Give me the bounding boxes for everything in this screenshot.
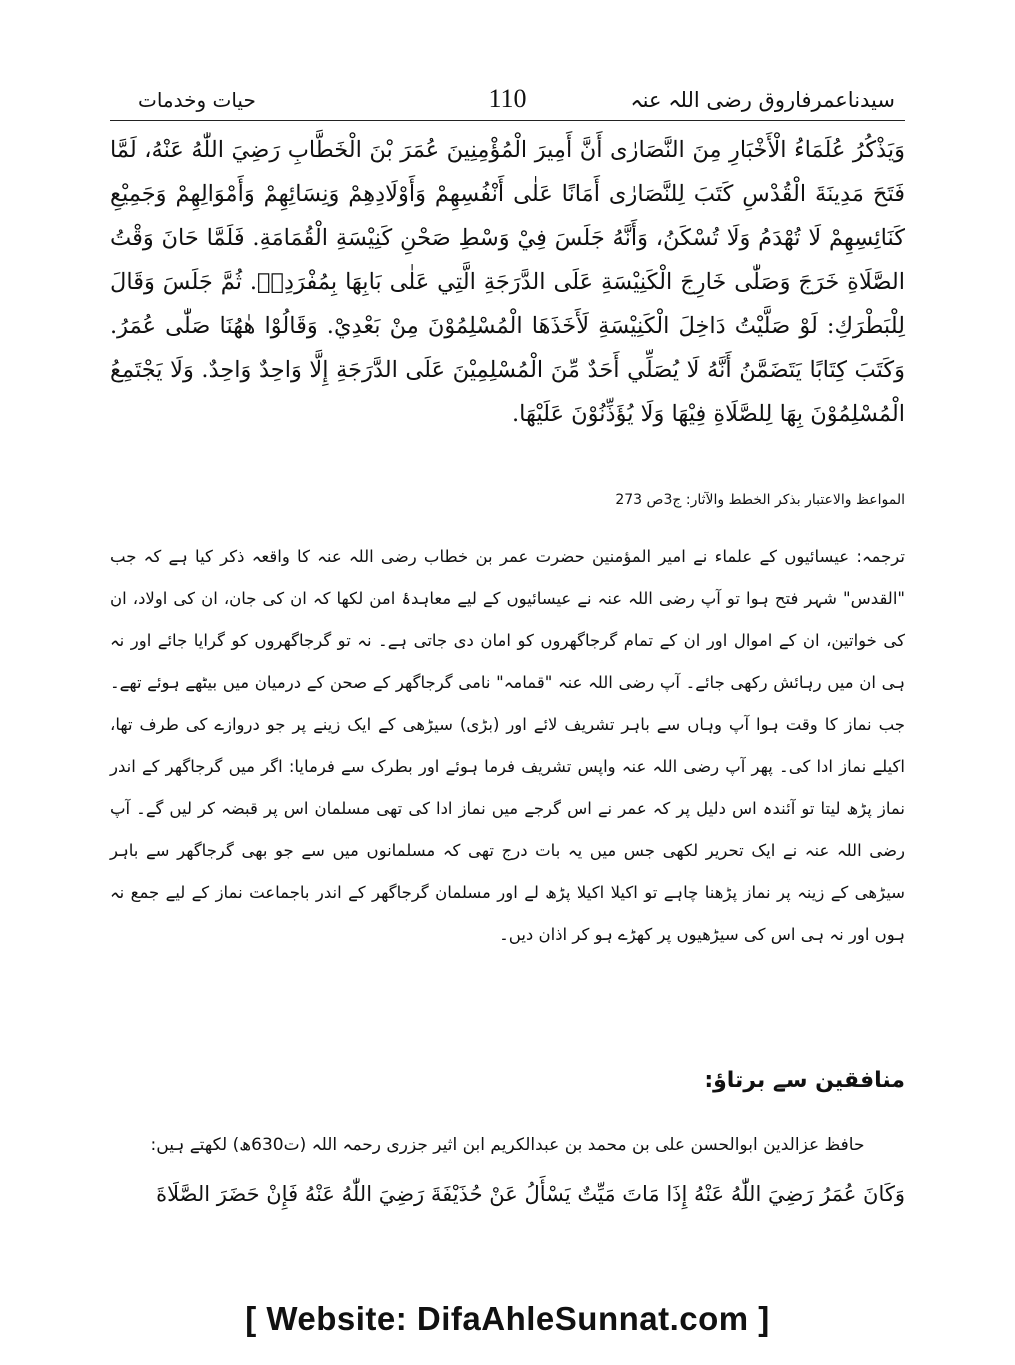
arabic-quote: وَكَانَ عُمَرُ رَضِيَ اللّٰهُ عَنْهُ إِذَا مَاتَ مَيِّتٌ يَسْأَلُ عَنْ حُذَيْفَةَ رَضِيَ اللّٰهُ عَنْهُ فَإِنْ حَضَرَ الصَّلَاةَ (156, 1182, 905, 1206)
chapter-title: سیدناعمرفاروق رضی اللہ عنہ (630, 88, 895, 112)
website-footer: [ Website: DifaAhleSunnat.com ] (245, 1300, 770, 1337)
quote-introduction: حافظ عزالدین ابوالحسن علی بن محمد بن عبدالکریم ابن اثیر جزری رحمہ اللہ (ت630ھ) لکھتے ہیں: (150, 1135, 865, 1155)
page-header (110, 80, 905, 120)
section-heading: منافقین سے برتاؤ: (704, 1068, 905, 1093)
urdu-translation: ترجمہ: عیسائیوں کے علماء نے امیر المؤمنین حضرت عمر بن خطاب رضی اللہ عنہ کا واقعہ ذکر کیا ہے کہ جب "القدس" شہر فتح ہوا تو آپ رضی اللہ عنہ نے عیسائیوں کے لیے معاہدۂ امن لکھا کہ ان کی جان، ان کی اولاد، ان کی خواتین، ان کے اموال اور ان کے تمام گرجاگھروں کو امان دی جاتی ہے۔ نہ تو گرجاگھروں کو گرایا جائے اور نہ ہی ان میں رہائش رکھی جائے۔ آپ رضی اللہ عنہ "قمامہ" نامی گرجاگھر کے صحن کے درمیان میں بیٹھے ہوئے تھے۔ جب نماز کا وقت ہوا آپ وہاں سے باہر تشریف لائے اور (بڑی) سیڑھی کے ایک زینے پر جو دروازے کی طرف تھا، اکیلے نماز ادا کی۔ پھر آپ رضی اللہ عنہ واپس تشریف فرما ہوئے اور بطرک سے فرمایا: اگر میں گرجاگھر کے اندر نماز پڑھ لیتا تو آئندہ اس دلیل پر کہ عمر نے اس گرجے میں نماز ادا کی تھی مسلمان اس پر قبضہ کر لیں گے۔ آپ رضی اللہ عنہ نے ایک تحریر لکھی جس میں یہ بات درج تھی کہ مسلمانوں میں سے جو بھی گرجاگھر سے باہر سیڑھی کے زینہ پر نماز پڑھنا چاہے تو اکیلا اکیلا پڑھ لے اور مسلمان گرجاگھر کے اندر باجماعت نماز کے لیے جمع نہ ہوں اور نہ ہی اس کی سیڑھیوں پر کھڑے ہو کر اذان دیں۔ (110, 547, 905, 944)
arabic-passage: وَيَذْكُرُ عُلَمَاءُ الْأَخْبَارِ مِنَ النَّصَارٰى أَنَّ أَمِيرَ الْمُؤْمِنِينَ عُمَرَ بْنَ الْخَطَّابِ رَضِيَ اللّٰهُ عَنْهُ، لَمَّا فَتَحَ مَدِينَةَ الْقُدْسِ كَتَبَ لِلنَّصَارٰى أَمَانًا عَلٰى أَنْفُسِهِمْ وَأَوْلَادِهِمْ وَنِسَائِهِمْ وَأَمْوَالِهِمْ وَجَمِيْعِ كَنَائِسِهِمْ لَا تُهْدَمُ وَلَا تُسْكَنُ، وَأَنَّهُ جَلَسَ فِيْ وَسْطِ صَحْنِ كَنِيْسَةِ الْقُمَامَةِ. فَلَمَّا حَانَ وَقْتُ الصَّلَاةِ خَرَجَ وَصَلّٰى خَارِجَ الْكَنِيْسَةِ عَلَى الدَّرَجَةِ الَّتِي عَلٰى بَابِهَا بِمُفْرَدِهٖ. ثُمَّ جَلَسَ وَقَالَ لِلْبَطْرَكِ: لَوْ صَلَّيْتُ دَاخِلَ الْكَنِيْسَةِ لَأَخَذَهَا الْمُسْلِمُوْنَ مِنْ بَعْدِيْ. وَقَالُوْا هٰهُنَا صَلّٰى عُمَرُ. وَكَتَبَ كِتَابًا يَتَضَمَّنُ أَنَّهُ لَا يُصَلِّي أَحَدٌ مِّنَ الْمُسْلِمِيْنَ عَلَى الدَّرَجَةِ إِلَّا وَاحِدٌ وَاحِدٌ. وَلَا يَجْتَمِعُ الْمُسْلِمُوْنَ بِهَا لِلصَّلَاةِ فِيْهَا وَلَا يُؤَذِّنُوْنَ عَلَيْهَا. (110, 137, 905, 427)
source-reference: المواعظ والاعتبار بذکر الخطط والآثار: ج3ص 273 (615, 492, 905, 508)
header-divider (110, 120, 905, 121)
book-title: حیات وخدمات (138, 88, 256, 112)
page-number: 110 (488, 84, 527, 113)
